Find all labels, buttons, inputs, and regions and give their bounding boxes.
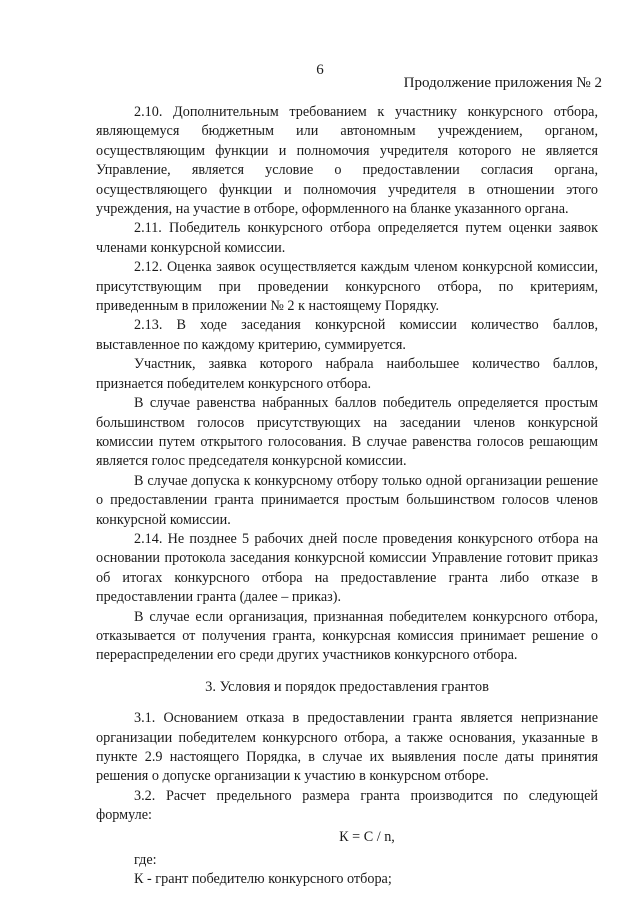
- appendix-continuation-note: Продолжение приложения № 2: [403, 75, 602, 91]
- grant-formula: К = С / n,: [339, 828, 395, 845]
- paragraph-3-2: 3.2. Расчет предельного размера гранта производится по следующей формуле:: [96, 787, 598, 824]
- paragraph-3-1: 3.1. Основанием отказа в предоставлении гранта является непризнание организации победителем конкурсного отбора, а также основания, указанные в пункте 2.9 настоящего Порядка, в случае их выявления после даты принятия решения о допуске организации к участию в конкурсном отборе.: [96, 710, 598, 785]
- section-3-heading: 3. Условия и порядок предоставления грантов: [205, 678, 489, 695]
- paragraph-2-10: 2.10. Дополнительным требованием к участнику конкурсного отбора, являющемуся бюджетным или автономным учреждением, органом, осуществляющим функции и полномочия учредителя которого не является Управление, является условие о предоставлении согласия органа, осуществляющего функции и полномочия учредителя в отношении этого учреждения, на участие в отборе, оформленного на бланке указанного органа.: [96, 104, 598, 218]
- paragraph-2-14: 2.14. Не позднее 5 рабочих дней после проведения конкурсного отбора на основании протокола заседания конкурсной комиссии Управление готовит приказ об итогах конкурсного отбора на предоставление гранта либо отказе в предоставлении гранта (далее – приказ).: [96, 530, 598, 606]
- paragraph-2-13: 2.13. В ходе заседания конкурсной комиссии количество баллов, выставленное по каждому критерию, суммируется.: [96, 317, 598, 353]
- paragraph-tie: В случае равенства набранных баллов победитель определяется простым большинством голосов присутствующих на заседании членов конкурсной комиссии путем открытого голосования. В случае равенства голосов решающим является голос председателя конкурсной комиссии.: [96, 395, 598, 470]
- document-body: [96, 103, 598, 890]
- k-definition: К - грант победителю конкурсного отбора;: [134, 871, 392, 888]
- where-label: где:: [134, 852, 157, 869]
- page-number: 6: [316, 62, 324, 78]
- paragraph-single-organization: В случае допуска к конкурсному отбору только одной организации решение о предоставлении гранта принимается простым большинством голосов членов конкурсной комиссии.: [96, 472, 598, 528]
- paragraph-2-12: 2.12. Оценка заявок осуществляется каждым членом конкурсной комиссии, присутствующим при проведении конкурсного отбора, по критериям, приведенным в приложении № 2 к настоящему Порядку.: [96, 259, 598, 315]
- paragraph-refusal: В случае если организация, признанная победителем конкурсного отбора, отказывается от получения гранта, конкурсная комиссия принимает решение о перераспределении его среди других участников конкурсного отбора.: [96, 608, 598, 664]
- paragraph-winner: Участник, заявка которого набрала наибольшее количество баллов, признается победителем конкурсного отбора.: [96, 356, 598, 392]
- paragraph-2-11: 2.11. Победитель конкурсного отбора определяется путем оценки заявок членами конкурсной комиссии.: [96, 220, 598, 256]
